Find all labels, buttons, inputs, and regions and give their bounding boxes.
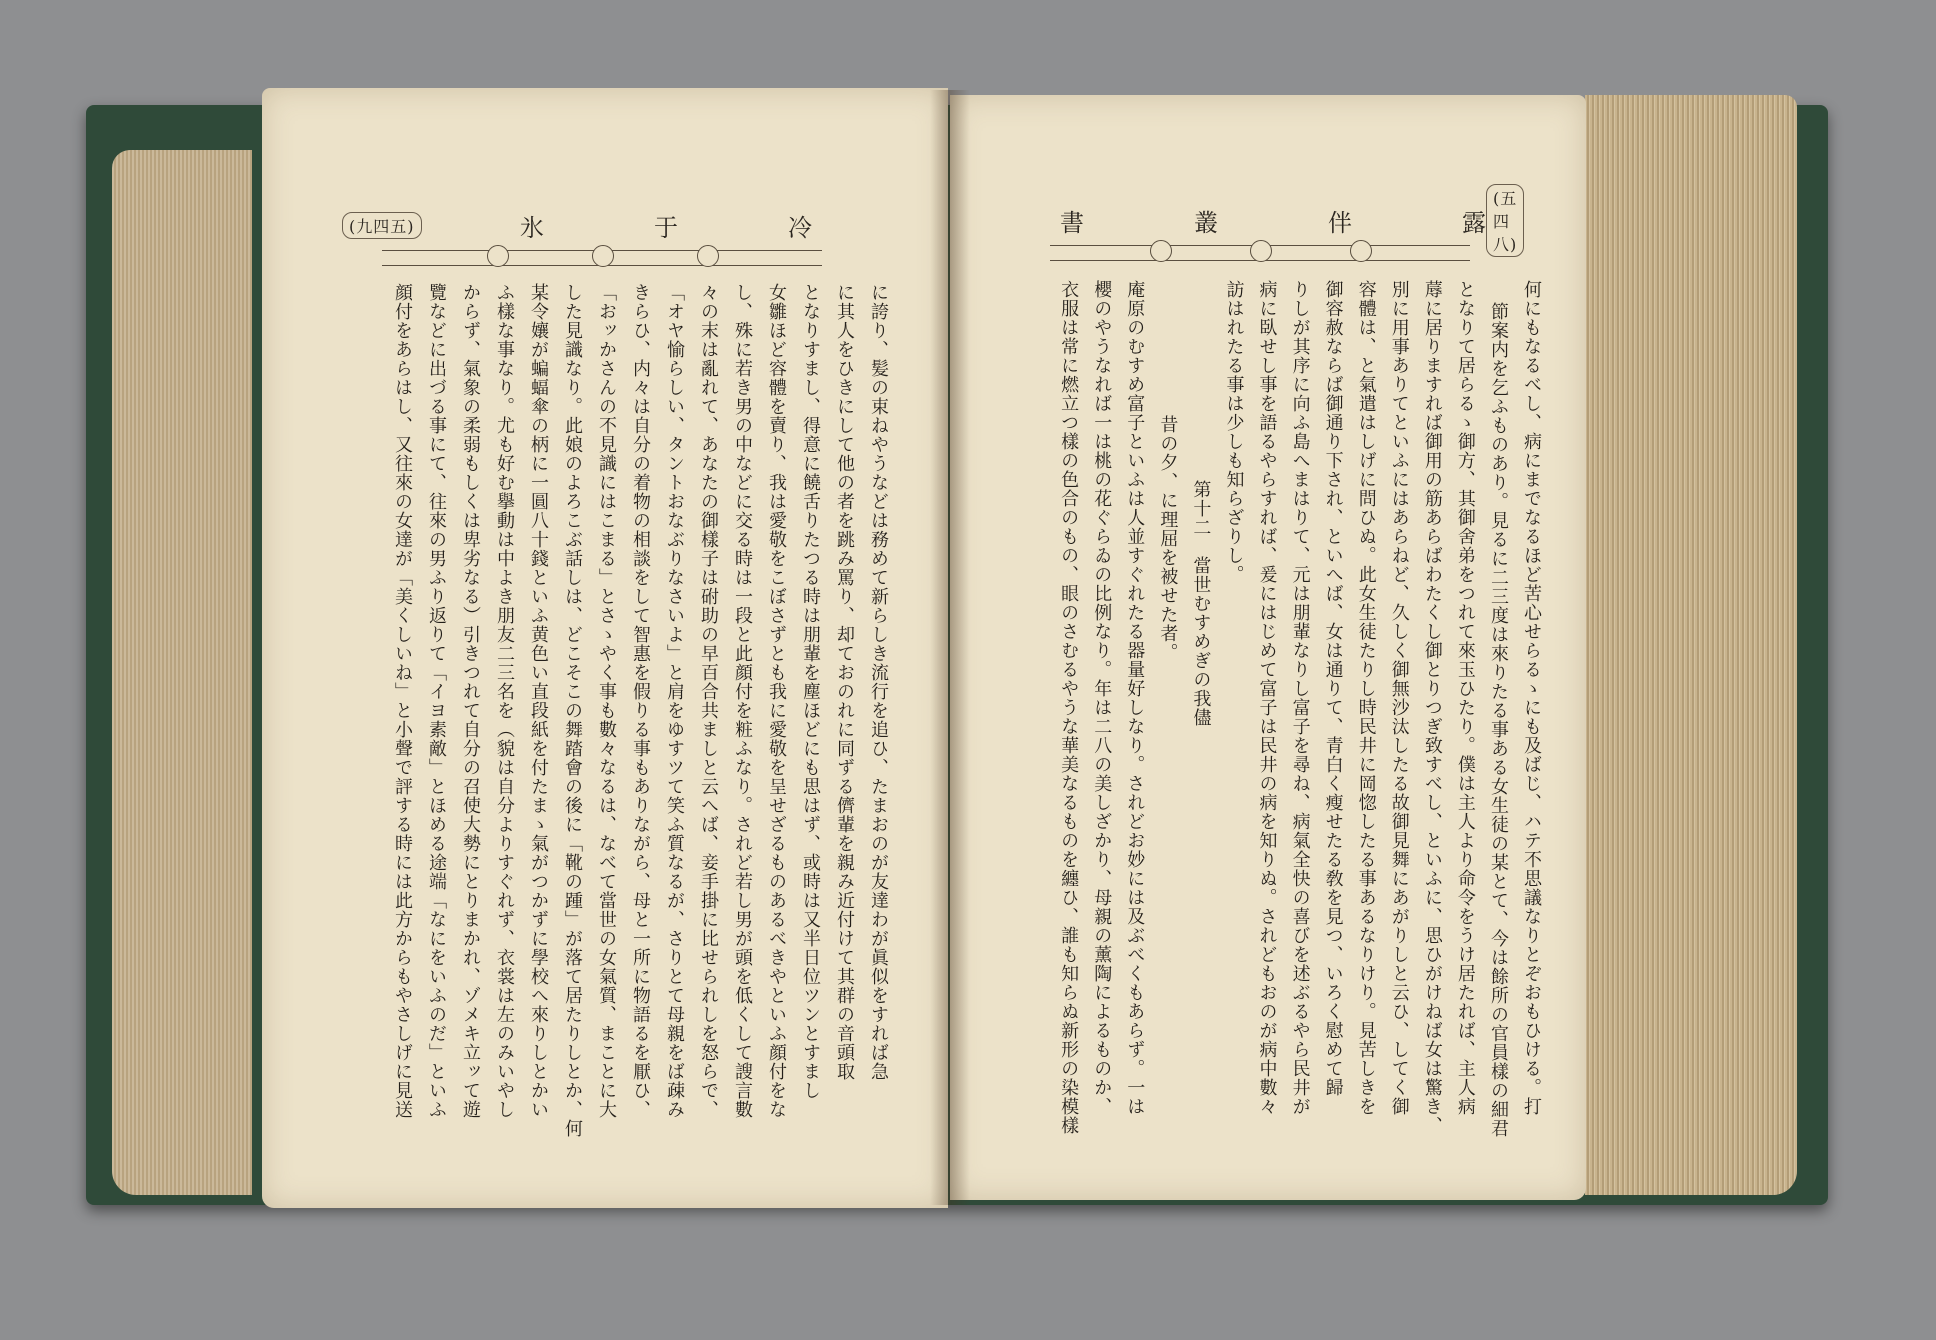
left-page xyxy=(262,88,948,1208)
ornament-icon xyxy=(697,245,719,267)
text-column: に誇り、髪の束ねやうなどは務めて新らしき流行を追ひ、たまおのが友達わが眞似をすれば急 xyxy=(868,283,889,1081)
text-column: 蓐に居りますれば御用の筋あらばわたくし御とりつぎ致すべし、といふに、思ひがけねば女は驚き、 xyxy=(1421,280,1443,1135)
text-column: 別に用事ありてといふにはあらねど、久しく御無沙汰したる故御見舞にあがりしと云ひ、してく御 xyxy=(1388,280,1410,1116)
left-running-title xyxy=(520,208,812,243)
text-column: 衣服は常に燃立つ樣の色合のもの、眼のさむるやうな華美なるものを纏ひ、誰も知らぬ新形の染模樣 xyxy=(1058,280,1080,1135)
left-page-number: (九四五) xyxy=(342,212,422,239)
text-column: 病に臥せし事を語るやらすれば、爰にはじめて富子は民井の病を知りぬ。されどもおのが病中數々 xyxy=(1256,280,1278,1116)
text-column: し、殊に若き男の中などに交る時は一段と此顔付を粧ふなり。されど若し男が頭を低くして謏言數 xyxy=(732,283,753,1119)
chapter-heading: 第十二 當世むすめぎの我儘 xyxy=(1190,480,1212,727)
right-page-number: (五四八) xyxy=(1486,184,1524,257)
right-title-char: 露 xyxy=(1462,208,1486,237)
ornament-icon xyxy=(592,245,614,267)
right-page xyxy=(950,95,1586,1200)
text-column: 々の末は亂れて、あなたの御樣子は䂤助の早百合共ましと云へば、妾手掛に比せられしを怒らで、 xyxy=(698,283,719,1119)
right-running-title xyxy=(1060,203,1486,238)
left-body-text xyxy=(332,283,892,1163)
left-title-char: 于 xyxy=(654,213,678,242)
text-column: となりすまし、得意に饒舌りたつる時は朋輩を塵ほどにも思はず、或時は又半日位ツンとすまし xyxy=(800,283,821,1100)
page-edges-left xyxy=(112,150,252,1195)
text-column: 御容赦ならば御通り下され、といへば、女は通りて、青白く瘦せたる敎を見つ、いろく慰めて歸 xyxy=(1322,280,1344,1097)
left-page-header xyxy=(342,208,812,242)
text-column: 節案内を乞ふものあり。見るに二三度は來りたる事ある女生徒の某とて、今は餘所の官員樣の細君 xyxy=(1487,302,1509,1138)
ornament-icon xyxy=(1150,240,1172,262)
text-column: 「おッかさんの不見識にはこまる」とさゝやく事も數々なるは、なべて當世の女氣質、まことに大 xyxy=(596,283,617,1119)
ornament-icon xyxy=(1250,240,1272,262)
ornament-icon xyxy=(487,245,509,267)
right-body-text xyxy=(1055,280,1545,1160)
text-column: 某令孃が蝙蝠傘の柄に一圓八十錢といふ黄色い直段紙を付たまゝ氣がつかずに學校へ來りしとかい xyxy=(528,283,549,1119)
right-title-char: 書 xyxy=(1060,208,1084,237)
text-column: 何にもなるべし、病にまでなるほど苦心せらるゝにも及ばじ、ハテ不思議なりとぞおもひける。打 xyxy=(1521,280,1542,1116)
text-column: 庵原のむすめ富子といふは人並すぐれたる器量好しなり。されどお妙には及ぶべくもあらず。一は xyxy=(1124,280,1146,1116)
text-column: となりて居らるゝ御方、其御舍弟をつれて來玉ひたり。僕は主人より命令をうけ居たれば、主人病 xyxy=(1454,280,1476,1116)
page-edges-right xyxy=(1585,95,1797,1195)
left-title-char: 冷 xyxy=(788,213,812,242)
text-column: 櫻のやうなれば一は桃の花ぐらゐの比例なり。年は二八の美しざかり、母親の薰陶によるものか、 xyxy=(1091,280,1113,1116)
text-column: ふ樣な事なり。尤も好む擧動は中よき朋友二三名を（貌は自分よりすぐれず、衣裳は左のみいやし xyxy=(494,283,515,1119)
right-header-rule xyxy=(1050,245,1470,261)
text-column: 「オヤ愉らしい、タントおなぶりなさいよ」と肩をゆすツて笑ふ質なるが、さりとて母親をば疎み xyxy=(664,283,685,1119)
right-page-header xyxy=(1060,188,1520,254)
book-gutter xyxy=(930,90,970,1205)
text-column: 女雛ほど容體を賣り、我は愛敬をこぼさずとも我に愛敬を呈せざるものあるべきやといふ顔付をな xyxy=(766,283,787,1119)
text-column: に其人をひきにして他の者を跳み罵り、却ておのれに同ずる儕輩を親み近付けて其群の音頭取 xyxy=(834,283,855,1081)
text-column: 覽などに出づる事にて、往來の男ふり返りて「イヨ素敵」とほめる途端「なにをいふのだ」といふ xyxy=(426,283,447,1119)
right-title-char: 伴 xyxy=(1328,208,1352,237)
text-column: した見識なり。此娘のよろこぶ話しは、どこそこの舞踏會の後に「靴の踵」が落て居たりしとか、何 xyxy=(562,283,583,1138)
text-column: からず、氣象の柔弱もしくは卑劣なる）引きつれて自分の召使大勢にとりまかれ、ゾメキ立ッて遊 xyxy=(460,283,481,1119)
ornament-icon xyxy=(1350,240,1372,262)
text-column: りしが其序に向ふ島へまはりて、元は朋輩なりし富子を尋ね、病氣全快の喜びを述ぶるやら民井が xyxy=(1289,280,1311,1116)
chapter-subtitle: 昔の夕、に理屈を被せた者。 xyxy=(1157,415,1179,662)
text-column: 訪はれたる事は少しも知らざりし。 xyxy=(1223,280,1245,584)
right-title-char: 叢 xyxy=(1194,208,1218,237)
text-column: 容體は、と氣遣はしげに問ひぬ。此女生徒たりし時民井に岡惚したる事あるなりけり。見苦しきを xyxy=(1355,280,1377,1116)
text-column: きらひ、内々は自分の着物の相談をして智惠を假りる事もありながら、母と一所に物語るを厭ひ、 xyxy=(630,283,651,1119)
text-column: 顔付をあらはし、又往來の女達が「美くしいね」と小聲で評する時には此方からもやさしげに見送 xyxy=(392,283,413,1119)
left-header-rule xyxy=(382,250,822,266)
left-title-char: 氷 xyxy=(520,213,544,242)
